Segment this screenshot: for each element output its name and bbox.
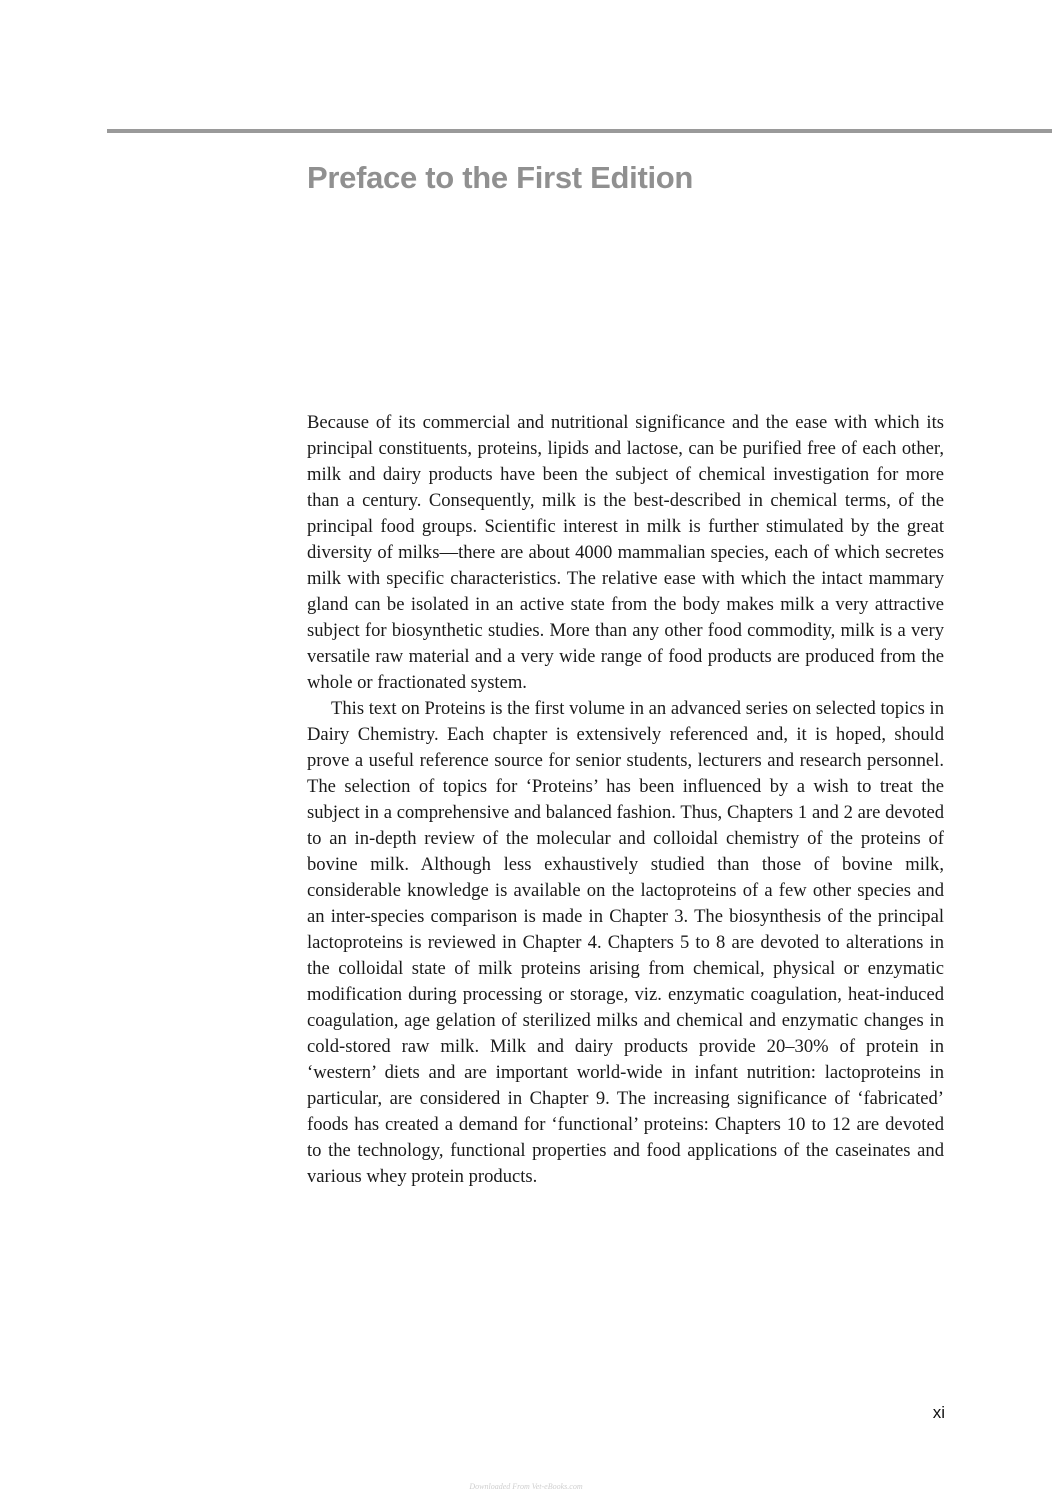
- paragraph-2: This text on Proteins is the first volume in an advanced series on selected topics in Dairy Chemistry. Each chapter is extensively referenced and, it is hoped, should prove a useful reference source for senior students, lecturers and research personnel. The selection of topics for ‘Proteins’ has been influenced by a wish to treat the subject in a comprehensive and balanced fashion. Thus, Chapters 1 and 2 are devoted to an in-depth review of the molecular and colloidal chemistry of the proteins of bovine milk. Although less exhaustively studied than those of bovine milk, considerable knowledge is available on the lactoproteins of a few other species and an inter-species comparison is made in Chapter 3. The biosynthesis of the principal lactoproteins is reviewed in Chapter 4. Chapters 5 to 8 are devoted to alterations in the colloidal state of milk proteins arising from chemical, physical or enzymatic modification during processing or storage, viz. enzymatic coagulation, heat-induced coagulation, age gelation of sterilized milks and chemical and enzymatic changes in cold-stored raw milk. Milk and dairy products provide 20–30% of protein in ‘western’ diets and are important world-wide in infant nutrition: lactoproteins in particular, are considered in Chapter 9. The increasing significance of ‘fabricated’ foods has created a demand for ‘functional’ proteins: Chapters 10 to 12 are devoted to the technology, functional properties and food applications of the caseinates and various whey protein products.: [307, 698, 944, 1187]
- page-number: xi: [932, 1403, 945, 1422]
- paragraph-1: Because of its commercial and nutritional significance and the ease with which its principal constituents, proteins, lipids and lactose, can be purified free of each other, milk and dairy products have been the subject of chemical investigation for more than a century. Consequently, milk is the best-described in chemical terms, of the principal food groups. Scientific interest in milk is further stimulated by the great diversity of milks—there are about 4000 mammalian species, each of which secretes milk with specific characteristics. The relative ease with which the intact mammary gland can be isolated in an active state from the body makes milk a very attractive subject for biosynthetic studies. More than any other food commodity, milk is a very versatile raw material and a very wide range of food products are produced from the whole or fractionated system.: [307, 412, 944, 693]
- header-rule: [107, 129, 1052, 133]
- preface-body: [307, 410, 944, 1190]
- download-watermark: Downloaded From Vet-eBooks.com: [469, 1482, 583, 1491]
- chapter-title: Preface to the First Edition: [307, 160, 694, 195]
